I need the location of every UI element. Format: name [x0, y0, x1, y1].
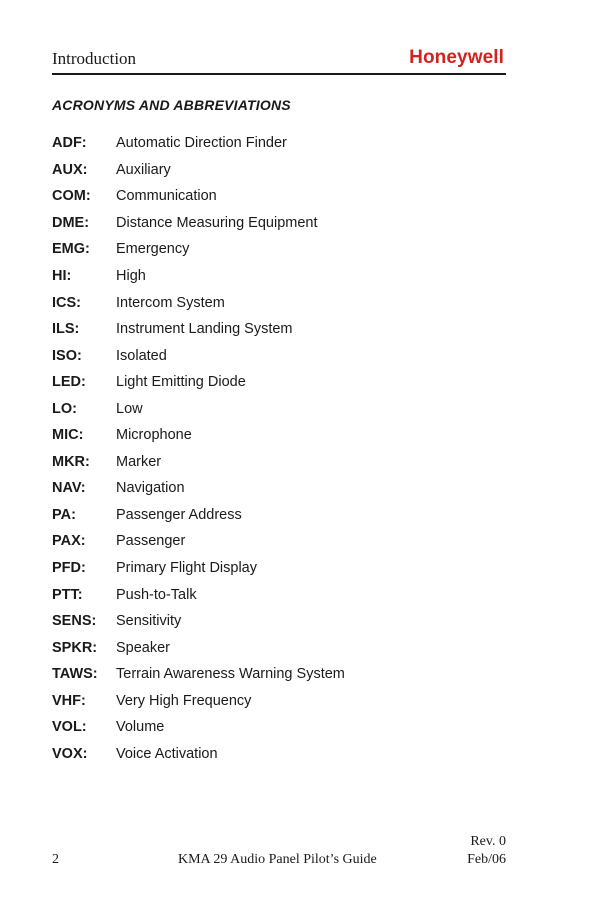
acronym-term: LED: — [52, 374, 86, 391]
acronym-definition: Voice Activation — [116, 745, 218, 762]
acronym-term: DME: — [52, 214, 90, 231]
acronym-term: ADF: — [52, 135, 87, 152]
acronym-row — [52, 395, 512, 422]
acronym-term: MIC: — [52, 427, 84, 444]
acronym-row — [52, 528, 512, 555]
acronym-definition: Navigation — [116, 480, 185, 497]
acronym-row — [52, 475, 512, 502]
acronym-row — [52, 502, 512, 529]
brand-logo: Honeywell — [409, 47, 504, 68]
acronym-row — [52, 741, 512, 768]
acronym-row — [52, 555, 512, 582]
acronym-row — [52, 183, 512, 210]
acronym-definition: Passenger — [116, 533, 186, 550]
acronym-definition: Instrument Landing System — [116, 321, 293, 338]
revision-date: Feb/06 — [467, 852, 506, 867]
acronym-term: AUX: — [52, 161, 88, 178]
acronym-term: LO: — [52, 400, 77, 417]
acronym-row — [52, 157, 512, 184]
acronym-definition: Distance Measuring Equipment — [116, 214, 318, 231]
acronym-term: PFD: — [52, 560, 86, 577]
acronym-term: VOX: — [52, 745, 88, 762]
acronym-term: SENS: — [52, 613, 97, 630]
acronym-term: HI: — [52, 268, 72, 284]
acronym-definition: High — [116, 268, 146, 284]
acronym-definition: Very High Frequency — [116, 692, 252, 709]
acronym-definition: Isolated — [116, 347, 167, 364]
acronym-definition: Primary Flight Display — [116, 560, 257, 577]
acronym-definition: Sensitivity — [116, 613, 182, 630]
acronym-definition: Push-to-Talk — [116, 586, 197, 603]
acronym-term: PA: — [52, 506, 76, 523]
acronym-row — [52, 369, 512, 396]
acronym-definition: Marker — [116, 453, 162, 470]
revision-label: Rev. 0 — [470, 834, 506, 849]
acronym-term: SPKR: — [52, 639, 98, 656]
acronym-term: ICS: — [52, 294, 81, 311]
page-number: 2 — [52, 852, 59, 867]
acronym-row — [52, 581, 512, 608]
header-divider — [52, 73, 506, 75]
acronym-row — [52, 263, 512, 290]
acronym-row — [52, 422, 512, 449]
acronym-definition: Terrain Awareness Warning System — [116, 666, 345, 683]
acronym-row — [52, 236, 512, 263]
acronym-row — [52, 608, 512, 635]
acronym-row — [52, 687, 512, 714]
acronym-term: PTT: — [52, 586, 83, 603]
acronym-term: VOL: — [52, 719, 87, 736]
acronym-row — [52, 634, 512, 661]
acronym-definition: Passenger Address — [116, 506, 242, 523]
acronym-term: TAWS: — [52, 666, 98, 683]
acronym-term: ILS: — [52, 321, 80, 338]
acronym-row — [52, 210, 512, 237]
acronym-row — [52, 289, 512, 316]
page-heading: ACRONYMS AND ABBREVIATIONS — [52, 97, 291, 113]
acronym-term: ISO: — [52, 347, 82, 364]
acronym-term: VHF: — [52, 692, 86, 709]
acronym-term: COM: — [52, 188, 91, 205]
acronym-term: PAX: — [52, 533, 86, 550]
acronym-row — [52, 714, 512, 741]
acronym-term: EMG: — [52, 241, 90, 258]
acronym-definition: Low — [116, 400, 143, 417]
acronym-row — [52, 342, 512, 369]
acronym-list — [52, 130, 512, 767]
acronym-definition: Automatic Direction Finder — [116, 135, 287, 152]
acronym-definition: Light Emitting Diode — [116, 374, 246, 391]
acronym-term: NAV: — [52, 480, 86, 497]
document-title: KMA 29 Audio Panel Pilot’s Guide — [178, 852, 377, 867]
page-footer — [52, 832, 506, 872]
acronym-definition: Speaker — [116, 639, 171, 656]
acronym-definition: Volume — [116, 719, 165, 736]
acronym-row — [52, 130, 512, 157]
page-header — [52, 46, 506, 74]
acronym-term: MKR: — [52, 453, 90, 470]
acronym-definition: Communication — [116, 188, 217, 205]
acronym-definition: Microphone — [116, 427, 192, 444]
acronym-row — [52, 449, 512, 476]
acronym-definition: Emergency — [116, 241, 190, 258]
acronym-row — [52, 316, 512, 343]
acronym-row — [52, 661, 512, 688]
acronym-definition: Intercom System — [116, 294, 225, 311]
acronym-definition: Auxiliary — [116, 161, 171, 178]
section-title: Introduction — [52, 49, 137, 68]
